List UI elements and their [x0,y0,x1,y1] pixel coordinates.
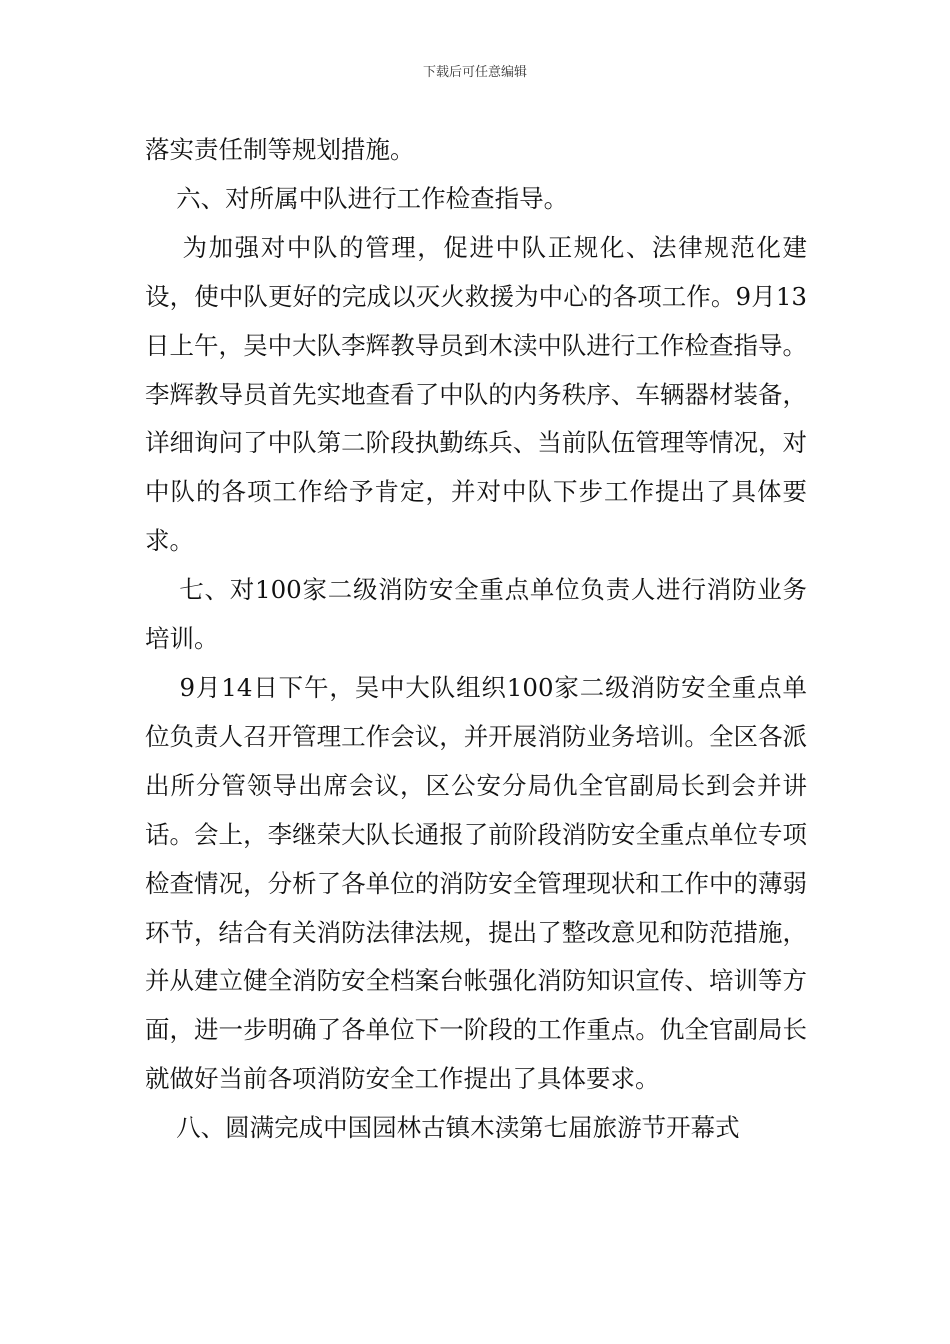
page-header: 下载后可任意编辑 [422,65,527,80]
section-heading-6: 六、对所属中队进行工作检查指导。 [145,183,569,213]
paragraph-section-6: 为加强对中队的管理，促进中队正规化、法律规范化建设，使中队更好的完成以灭火救援为中心的各项工作。9月13日上午，吴中大队李辉教导员到木渎中队进行工作检查指导。李辉教导员首先实地查看了中队的内务秩序、车辆器材装备，详细询问了中队第二阶段执勤练兵、当前队伍管理等情况，对中队的各项工作给予肯定，并对中队下步工作提出了具体要求。 [145,232,807,556]
document-body [145,126,807,1153]
section-heading-8: 八、圆满完成中国园林古镇木渎第七届旅游节开幕式 [145,1113,740,1143]
paragraph-section-7: 9月14日下午，吴中大队组织100家二级消防安全重点单位负责人召开管理工作会议，并开展消防业务培训。全区各派出所分管领导出席会议，区公安分局仇全官副局长到会并讲话。会上，李继荣大队长通报了前阶段消防安全重点单位专项检查情况，分析了各单位的消防安全管理现状和工作中的薄弱环节，结合有关消防法律法规，提出了整改意见和防范措施，并从建立健全消防安全档案台帐强化消防知识宣传、培训等方面，进一步明确了各单位下一阶段的工作重点。仇全官副局长就做好当前各项消防安全工作提出了具体要求。 [145,672,807,1094]
paragraph-continuation: 落实责任制等规划措施。 [145,135,415,164]
section-heading-7: 七、对100家二级消防安全重点单位负责人进行消防业务培训。 [145,575,807,654]
